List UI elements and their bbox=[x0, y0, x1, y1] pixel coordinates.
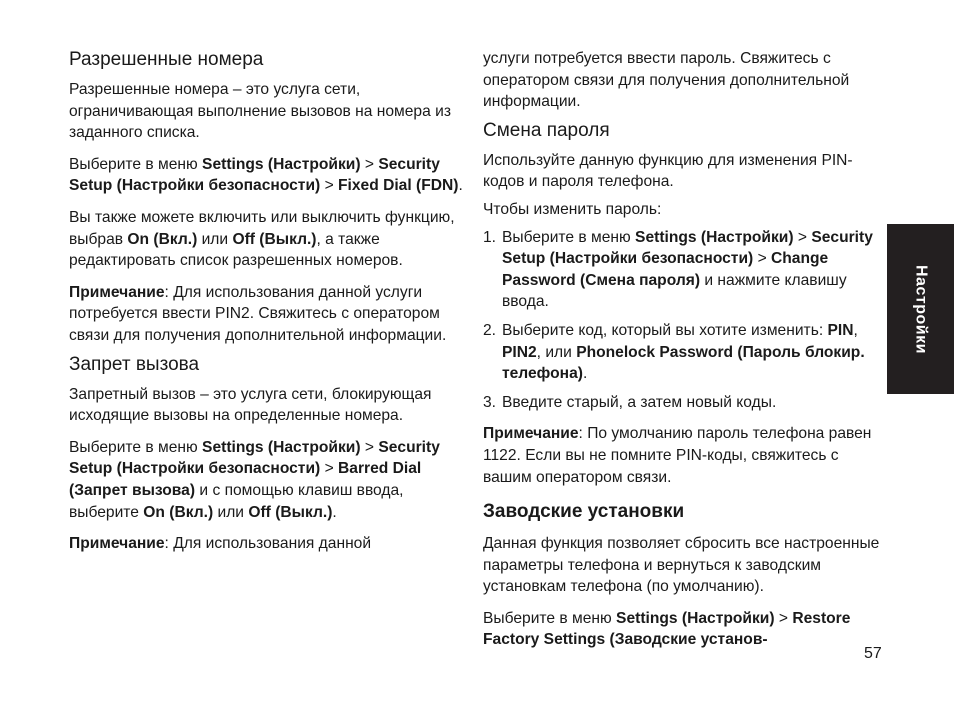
password-intro: Используйте данную функцию для изменения PIN-кодов и пароля телефона. bbox=[483, 151, 853, 191]
section-tab bbox=[887, 224, 954, 394]
step-text: Выберите код, который вы хотите изменить: PIN, PIN2, или Phonelock Password (Пароль блокир. телефона). bbox=[502, 321, 865, 383]
password-lead: Чтобы изменить пароль: bbox=[483, 200, 662, 218]
factory-intro: Данная функция позволяет сбросить все настроенные параметры телефона и вернуться к заводским установкам телефона (по умолчанию). bbox=[483, 535, 880, 596]
fdn-toggle-text: Вы также можете включить или выключить функцию, выбрав On (Вкл.) или Off (Выкл.), а также редактировать список разрешенных номеров. bbox=[69, 208, 455, 270]
right-column bbox=[483, 48, 885, 661]
fdn-note: Примечание: Для использования данной услуги потребуется ввести PIN2. Свяжитесь с оператором связи для получения дополнительной информации. bbox=[69, 283, 447, 344]
barring-intro: Запретный вызов – это услуга сети, блокирующая исходящие вызовы на определенные номера. bbox=[69, 385, 432, 425]
barring-note: Примечание: Для использования данной bbox=[69, 535, 372, 553]
barring-heading: Запрет вызова bbox=[69, 353, 200, 375]
left-column bbox=[69, 48, 467, 565]
step-number: 3. bbox=[483, 393, 497, 411]
fdn-intro: Разрешенные номера – это услуга сети, ограничивающая выполнение вызовов на номера из заданного списка. bbox=[69, 81, 451, 142]
step-text: Выберите в меню Settings (Настройки) > Security Setup (Настройки безопасности) > Change Password (Смена пароля) и нажмите клавишу ввода. bbox=[502, 228, 873, 311]
step-text: Введите старый, а затем новый коды. bbox=[502, 393, 777, 411]
note-continuation: услуги потребуется ввести пароль. Свяжитесь с оператором связи для получения дополнительной информации. bbox=[483, 50, 850, 111]
fdn-heading: Разрешенные номера bbox=[69, 49, 264, 70]
factory-menu-path: Выберите в меню Settings (Настройки) > Restore Factory Settings (Заводские установ- bbox=[483, 609, 851, 649]
password-note: Примечание: По умолчанию пароль телефона равен 1122. Если вы не помните PIN-коды, свяжитесь с вашим оператором связи. bbox=[483, 425, 872, 486]
barring-menu-path: Выберите в меню Settings (Настройки) > Security Setup (Настройки безопасности) > Barred Dial (Запрет вызова) и с помощью клавиш ввода, выберите On (Вкл.) или Off (Выкл.). bbox=[69, 438, 440, 521]
list-item bbox=[483, 392, 885, 414]
section-tab-label: Настройки bbox=[912, 264, 930, 354]
fdn-menu-path: Выберите в меню Settings (Настройки) > Security Setup (Настройки безопасности) > Fixed Dial (FDN). bbox=[69, 155, 463, 195]
list-item bbox=[483, 320, 885, 385]
password-steps bbox=[483, 227, 885, 414]
factory-heading: Заводские установки bbox=[483, 501, 685, 523]
list-item bbox=[483, 227, 885, 313]
step-number: 1. bbox=[483, 228, 497, 246]
page-number: 57 bbox=[864, 645, 882, 662]
step-number: 2. bbox=[483, 321, 497, 339]
password-heading: Смена пароля bbox=[483, 119, 610, 141]
